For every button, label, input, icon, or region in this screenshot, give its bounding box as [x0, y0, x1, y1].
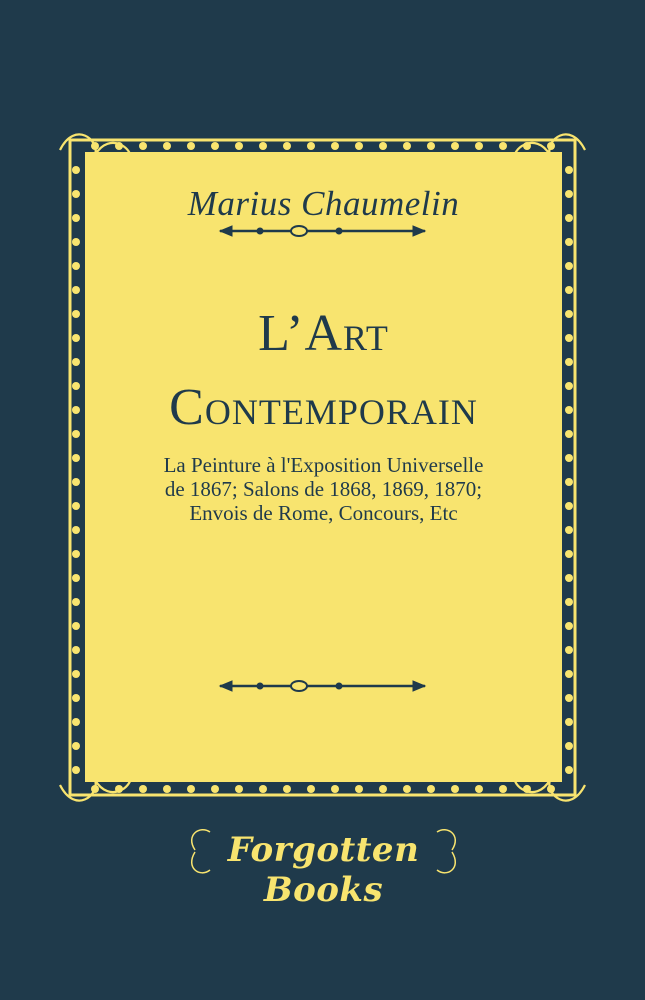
publisher-name: Forgotten Books [227, 830, 420, 910]
border-flourish [565, 526, 573, 534]
border-flourish [565, 718, 573, 726]
border-flourish [565, 382, 573, 390]
border-flourish [547, 142, 555, 150]
border-flourish [565, 550, 573, 558]
border-flourish [72, 310, 80, 318]
border-flourish [91, 785, 99, 793]
border-flourish [565, 742, 573, 750]
border-flourish [115, 785, 123, 793]
border-flourish [283, 785, 291, 793]
border-flourish [475, 785, 483, 793]
border-flourish [565, 574, 573, 582]
subtitle-line-2: de 1867; Salons de 1868, 1869, 1870; [164, 477, 483, 501]
border-flourish [283, 142, 291, 150]
author-divider [220, 226, 425, 236]
border-flourish [72, 526, 80, 534]
border-flourish [72, 382, 80, 390]
subtitle-line-3: Envois de Rome, Concours, Etc [189, 501, 458, 525]
border-flourish [72, 454, 80, 462]
border-flourish [427, 785, 435, 793]
border-flourish [565, 646, 573, 654]
border-flourish [72, 718, 80, 726]
border-flourish [259, 142, 267, 150]
border-flourish [307, 142, 315, 150]
border-flourish [163, 142, 171, 150]
border-flourish [499, 142, 507, 150]
border-flourish [72, 646, 80, 654]
book-title-line-1: L’Art [258, 305, 389, 362]
border-flourish [565, 670, 573, 678]
border-flourish [565, 598, 573, 606]
border-flourish [565, 502, 573, 510]
border-flourish [565, 478, 573, 486]
border-flourish [565, 238, 573, 246]
border-flourish [565, 310, 573, 318]
border-flourish [72, 166, 80, 174]
border-flourish [72, 478, 80, 486]
border-flourish [72, 670, 80, 678]
border-flourish [427, 142, 435, 150]
border-flourish [379, 785, 387, 793]
border-flourish [523, 785, 531, 793]
border-flourish [523, 142, 531, 150]
book-title-line-2: Contemporain [169, 379, 478, 436]
border-flourish [259, 785, 267, 793]
border-flourish [72, 238, 80, 246]
border-flourish [565, 286, 573, 294]
border-flourish [187, 785, 195, 793]
border-flourish [139, 785, 147, 793]
border-flourish [565, 454, 573, 462]
border-flourish [211, 785, 219, 793]
border-flourish [403, 785, 411, 793]
border-flourish [355, 142, 363, 150]
border-flourish [115, 142, 123, 150]
border-flourish [379, 142, 387, 150]
border-flourish [565, 694, 573, 702]
border-flourish [72, 694, 80, 702]
border-flourish [72, 406, 80, 414]
border-flourish [565, 766, 573, 774]
border-flourish [72, 262, 80, 270]
border-flourish [307, 785, 315, 793]
border-flourish [565, 166, 573, 174]
border-flourish [565, 358, 573, 366]
border-flourish [72, 286, 80, 294]
border-flourish [163, 785, 171, 793]
border-flourish [235, 142, 243, 150]
border-flourish [547, 785, 555, 793]
border-flourish [331, 785, 339, 793]
book-subtitle [105, 453, 542, 525]
border-flourish [403, 142, 411, 150]
subtitle-line-1: La Peinture à l'Exposition Universelle [163, 453, 484, 477]
border-flourish [72, 214, 80, 222]
border-flourish [565, 622, 573, 630]
publisher-logo [185, 822, 462, 910]
border-flourish [72, 598, 80, 606]
border-flourish [72, 622, 80, 630]
border-flourish [565, 430, 573, 438]
border-flourish [355, 785, 363, 793]
border-flourish [565, 190, 573, 198]
border-flourish [451, 142, 459, 150]
border-flourish [331, 142, 339, 150]
border-flourish [72, 430, 80, 438]
border-flourish [211, 142, 219, 150]
border-flourish [565, 334, 573, 342]
border-flourish [565, 406, 573, 414]
border-flourish [139, 142, 147, 150]
border-flourish [91, 142, 99, 150]
author-name: Marius Chaumelin [187, 184, 460, 223]
border-flourish [235, 785, 243, 793]
border-flourish [72, 334, 80, 342]
border-flourish [72, 574, 80, 582]
border-flourish [72, 502, 80, 510]
border-flourish [451, 785, 459, 793]
border-flourish [72, 742, 80, 750]
border-flourish [72, 550, 80, 558]
border-flourish [72, 190, 80, 198]
border-flourish [187, 142, 195, 150]
border-flourish [475, 142, 483, 150]
border-flourish [499, 785, 507, 793]
border-flourish [565, 262, 573, 270]
lower-divider [220, 681, 425, 691]
border-flourish [565, 214, 573, 222]
border-flourish [72, 358, 80, 366]
border-flourish [72, 766, 80, 774]
